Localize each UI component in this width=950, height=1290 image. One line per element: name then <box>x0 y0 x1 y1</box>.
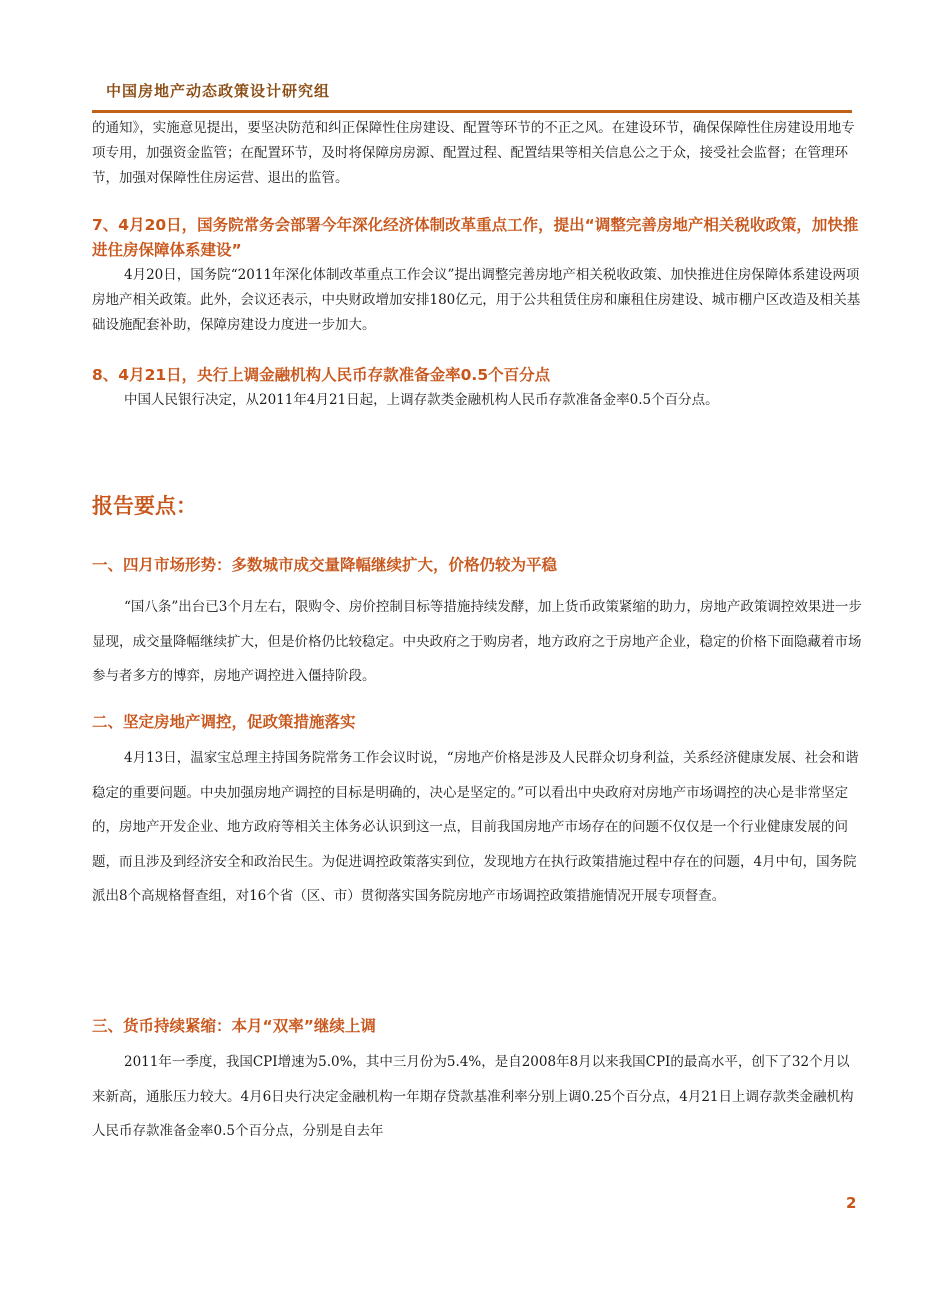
section-2-heading: 二、坚定房地产调控，促政策措施落实 <box>92 713 356 731</box>
item-8-heading: 8、4月21日，央行上调金融机构人民币存款准备金率0.5个百分点 <box>92 366 551 384</box>
report-title: 报告要点： <box>92 494 197 518</box>
item-7-heading: 7、4月20日，国务院常务会部署今年深化经济体制改革重点工作，提出“调整完善房地产相关税收政策，加快推进住房保障体系建设” <box>92 216 859 259</box>
item-7 <box>92 213 862 338</box>
top-paragraph: 的通知》，实施意见提出，要坚决防范和纠正保障性住房建设、配置等环节的不正之风。在建设环节，确保保障性住房建设用地专项专用，加强资金监管；在配置环节，及时将保障房房源、配置过程、配置结果等相关信息公之于众，接受社会监督；在管理环节，加强对保障性住房运营、退出的监管。 <box>92 120 855 186</box>
section-3-body-block <box>92 1045 862 1149</box>
section-1-body-block <box>92 590 862 694</box>
intro-block <box>92 116 862 191</box>
section-1-body: “国八条”出台已3个月左右，限购令、房价控制目标等措施持续发酵，加上货币政策紧缩的助力，房地产政策调控效果进一步显现，成交量降幅继续扩大，但是价格仍比较稳定。中央政府之于购房者，地方政府之于房地产企业，稳定的价格下面隐藏着市场参与者多方的博弈，房地产调控进入僵持阶段。 <box>92 599 862 684</box>
item-7-body: 4月20日，国务院“2011年深化体制改革重点工作会议”提出调整完善房地产相关税收政策、加快推进住房保障体系建设两项房地产相关政策。此外，会议还表示，中央财政增加安排180亿元，用于公共租赁住房和廉租住房建设、城市棚户区改造及相关基础设施配套补助，保障房建设力度进一步加大。 <box>92 267 861 333</box>
header-rule <box>92 110 852 113</box>
running-header: 中国房地产动态政策设计研究组 <box>106 82 331 100</box>
item-8 <box>92 363 862 413</box>
section-3-heading: 三、货币持续紧缩：本月“双率”继续上调 <box>92 1017 376 1035</box>
section-1-heading: 一、四月市场形势：多数城市成交量降幅继续扩大，价格仍较为平稳 <box>92 556 558 574</box>
section-3-body: 2011年一季度，我国CPI增速为5.0%，其中三月份为5.4%，是自2008年8月以来我国CPI的最高水平，创下了32个月以来新高，通胀压力较大。4月6日央行决定金融机构一年期存贷款基准利率分别上调0.25个百分点，4月21日上调存款类金融机构人民币存款准备金率0.5个百分点，分别是自去年 <box>92 1054 854 1139</box>
section-2-body: 4月13日，温家宝总理主持国务院常务工作会议时说，“房地产价格是涉及人民群众切身利益，关系经济健康发展、社会和谐稳定的重要问题。中央加强房地产调控的目标是明确的，决心是坚定的。”可以看出中央政府对房地产市场调控的决心是非常坚定的，房地产开发企业、地方政府等相关主体务必认识到这一点，目前我国房地产市场存在的问题不仅仅是一个行业健康发展的问题，而且涉及到经济安全和政治民生。为促进调控政策落实到位，发现地方在执行政策措施过程中存在的问题，4月中旬，国务院派出8个高规格督查组，对16个省（区、市）贯彻落实国务院房地产市场调控政策措施情况开展专项督查。 <box>92 750 859 904</box>
page-number: 2 <box>846 1194 857 1212</box>
section-2-body-block <box>92 741 862 914</box>
item-8-body: 中国人民银行决定，从2011年4月21日起，上调存款类金融机构人民币存款准备金率0.5个百分点。 <box>124 392 719 408</box>
